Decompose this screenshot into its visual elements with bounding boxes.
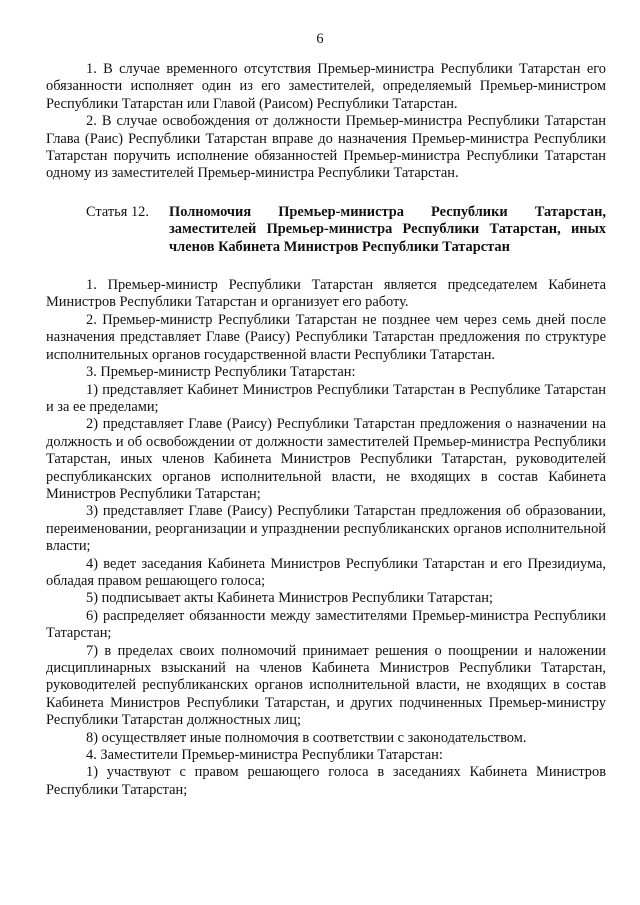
document-body — [46, 61, 606, 799]
article-title: Полномочия Премьер-министра Республики Татарстан, заместителей Премьер-министра Республики Татарстан, иных членов Кабинета Министров Республики Татарстан — [169, 203, 606, 255]
paragraph-release-from-office: 2. В случае освобождения от должности Премьер-министра Республики Татарстан Глава (Раис) Республики Татарстан вправе до назначения Премьер-министра Республики Татарстан поручить исполнение обязанностей Премьер-министра Республики Татарстан одному из заместителей Премьер-министра Республики Татарстан. — [46, 113, 606, 182]
paragraph-other-powers: 8) осуществляет иные полномочия в соответствии с законодательством. — [86, 729, 527, 746]
paragraph-premier-chair: 1. Премьер-министр Республики Татарстан является председателем Кабинета Министров Республики Татарстан и организует его работу. — [46, 277, 606, 311]
paragraph-reorganization-proposals: 3) представляет Главе (Раису) Республики Татарстан предложения об образовании, переименовании, реорганизации и упразднении республиканских органов исполнительной власти; — [46, 503, 606, 555]
paragraph-appointment-proposals: 2) представляет Главе (Раису) Республики Татарстан предложения о назначении на должность и об освобождении от должности заместителей Премьер-министра Республики Татарстан, иных членов Кабинета Министров Республики Татарстан, руководителей республиканских органов исполнительной власти, не входящих в состав Кабинета Министров Республики Татарстан; — [46, 416, 606, 502]
paragraph-deputies-heading: 4. Заместители Премьер-министра Республики Татарстан: — [86, 747, 443, 764]
paragraph-temporary-absence: 1. В случае временного отсутствия Премьер-министра Республики Татарстан его обязанности исполняет один из его заместителей, определяемый Премьер-министром Республики Татарстан или Главой (Раисом) Республики Татарстан. — [46, 61, 606, 112]
paragraph-deputies-vote: 1) участвуют с правом решающего голоса в заседаниях Кабинета Министров Республики Татарстан; — [46, 764, 606, 798]
article-heading — [46, 204, 606, 256]
page-number: 6 — [316, 31, 324, 47]
paragraph-represents-cabinet: 1) представляет Кабинет Министров Республики Татарстан в Республике Татарстан и за ее пределами; — [46, 381, 606, 415]
paragraph-structure-proposals: 2. Премьер-министр Республики Татарстан не позднее чем через семь дней после назначения представляет Главе (Раису) Республики Татарстан предложения по структуре исполнительных органов государственной власти Республики Татарстан. — [46, 311, 606, 363]
paragraph-incentives-and-discipline: 7) в пределах своих полномочий принимает решения о поощрении и наложении дисциплинарных взысканий на членов Кабинета Министров Республики Татарстан, руководителей республиканских органов исполнительной власти, не входящих в состав Кабинета Министров Республики Татарстан, и других подчиненных Премьер-министру Республики Татарстан должностных лиц; — [46, 642, 606, 729]
paragraph-signs-acts: 5) подписывает акты Кабинета Министров Республики Татарстан; — [86, 590, 493, 607]
paragraph-distributes-duties: 6) распределяет обязанности между заместителями Премьер-министра Республики Татарстан; — [46, 607, 606, 642]
paragraph-leads-meetings: 4) ведет заседания Кабинета Министров Республики Татарстан и его Президиума, обладая правом решающего голоса; — [46, 555, 606, 589]
paragraph-premier-powers-heading: 3. Премьер-министр Республики Татарстан: — [86, 364, 356, 381]
article-number: Статья 12. — [86, 203, 149, 220]
